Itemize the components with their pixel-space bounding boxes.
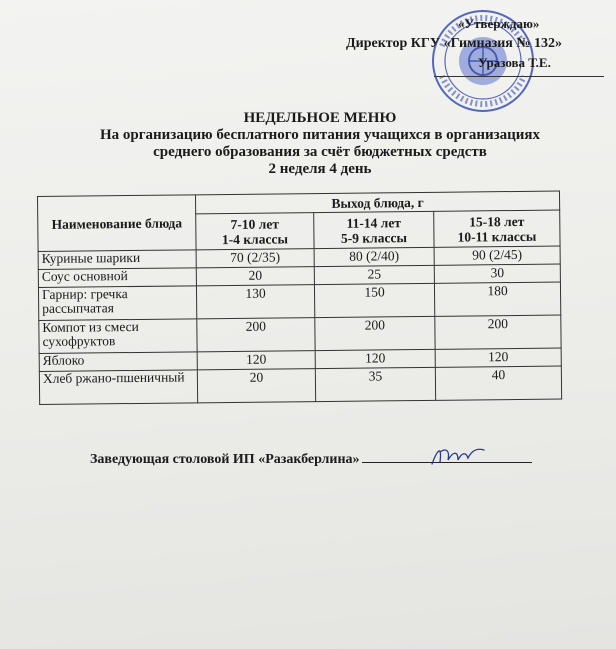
dish-name: Куриные шарики	[38, 250, 196, 270]
portion-value: 200	[315, 316, 435, 350]
portion-value: 130	[196, 285, 314, 319]
approval-block	[346, 14, 608, 98]
heading-line-2: среднего образования за счёт бюджетных средств	[153, 144, 487, 160]
portion-value: 200	[435, 315, 561, 349]
portion-value: 20	[196, 267, 314, 286]
heading-line-3: 2 неделя 4 день	[268, 161, 372, 177]
portion-value: 150	[314, 283, 434, 317]
portion-value: 80 (2/40)	[314, 247, 434, 266]
portion-value: 200	[197, 318, 315, 352]
portion-value: 30	[434, 264, 560, 283]
portion-value: 70 (2/35)	[196, 249, 314, 268]
dish-name: Яблоко	[39, 352, 197, 372]
approval-signature-line	[434, 76, 604, 77]
canteen-head-label: Заведующая столовой ИП «Разакберлина»	[90, 452, 360, 467]
page-title: НЕДЕЛЬНОЕ МЕНЮ	[243, 110, 397, 126]
portion-value: 40	[435, 366, 561, 400]
table-row	[39, 315, 561, 353]
dish-name: Компот из смеси сухофруктов	[39, 319, 197, 354]
portion-value: 25	[314, 265, 434, 284]
approval-title: «Утверждаю»	[458, 16, 540, 31]
director-position: Директор КГУ «Гимназия № 132»	[346, 36, 562, 51]
header-output: Выход блюда, г	[195, 191, 559, 214]
menu-table	[37, 191, 562, 405]
document-heading	[60, 110, 580, 178]
portion-value: 120	[197, 351, 315, 370]
dish-name: Соус основной	[38, 268, 196, 288]
director-name: Уразова Т.Е.	[478, 55, 551, 70]
portion-value: 120	[435, 348, 561, 367]
header-age-group-3: 15-18 лет 10-11 классы	[434, 210, 560, 247]
dish-name: Хлеб ржано-пшеничный	[39, 370, 197, 405]
heading-line-1: На организацию бесплатного питания учащихся в организациях	[99, 127, 541, 143]
header-dish: Наименование блюда	[38, 195, 197, 252]
table-row	[39, 366, 561, 404]
portion-value: 120	[315, 349, 435, 368]
handwritten-signature	[428, 444, 488, 470]
header-age-group-1: 7-10 лет 1-4 классы	[196, 213, 314, 250]
portion-value: 90 (2/45)	[434, 246, 560, 265]
header-age-group-2: 11-14 лет 5-9 классы	[314, 211, 434, 248]
portion-value: 20	[197, 369, 315, 403]
dish-name: Гарнир: гречка рассыпчатая	[38, 286, 196, 321]
portion-value: 180	[434, 282, 560, 316]
table-row	[38, 282, 560, 320]
portion-value: 35	[315, 367, 435, 401]
